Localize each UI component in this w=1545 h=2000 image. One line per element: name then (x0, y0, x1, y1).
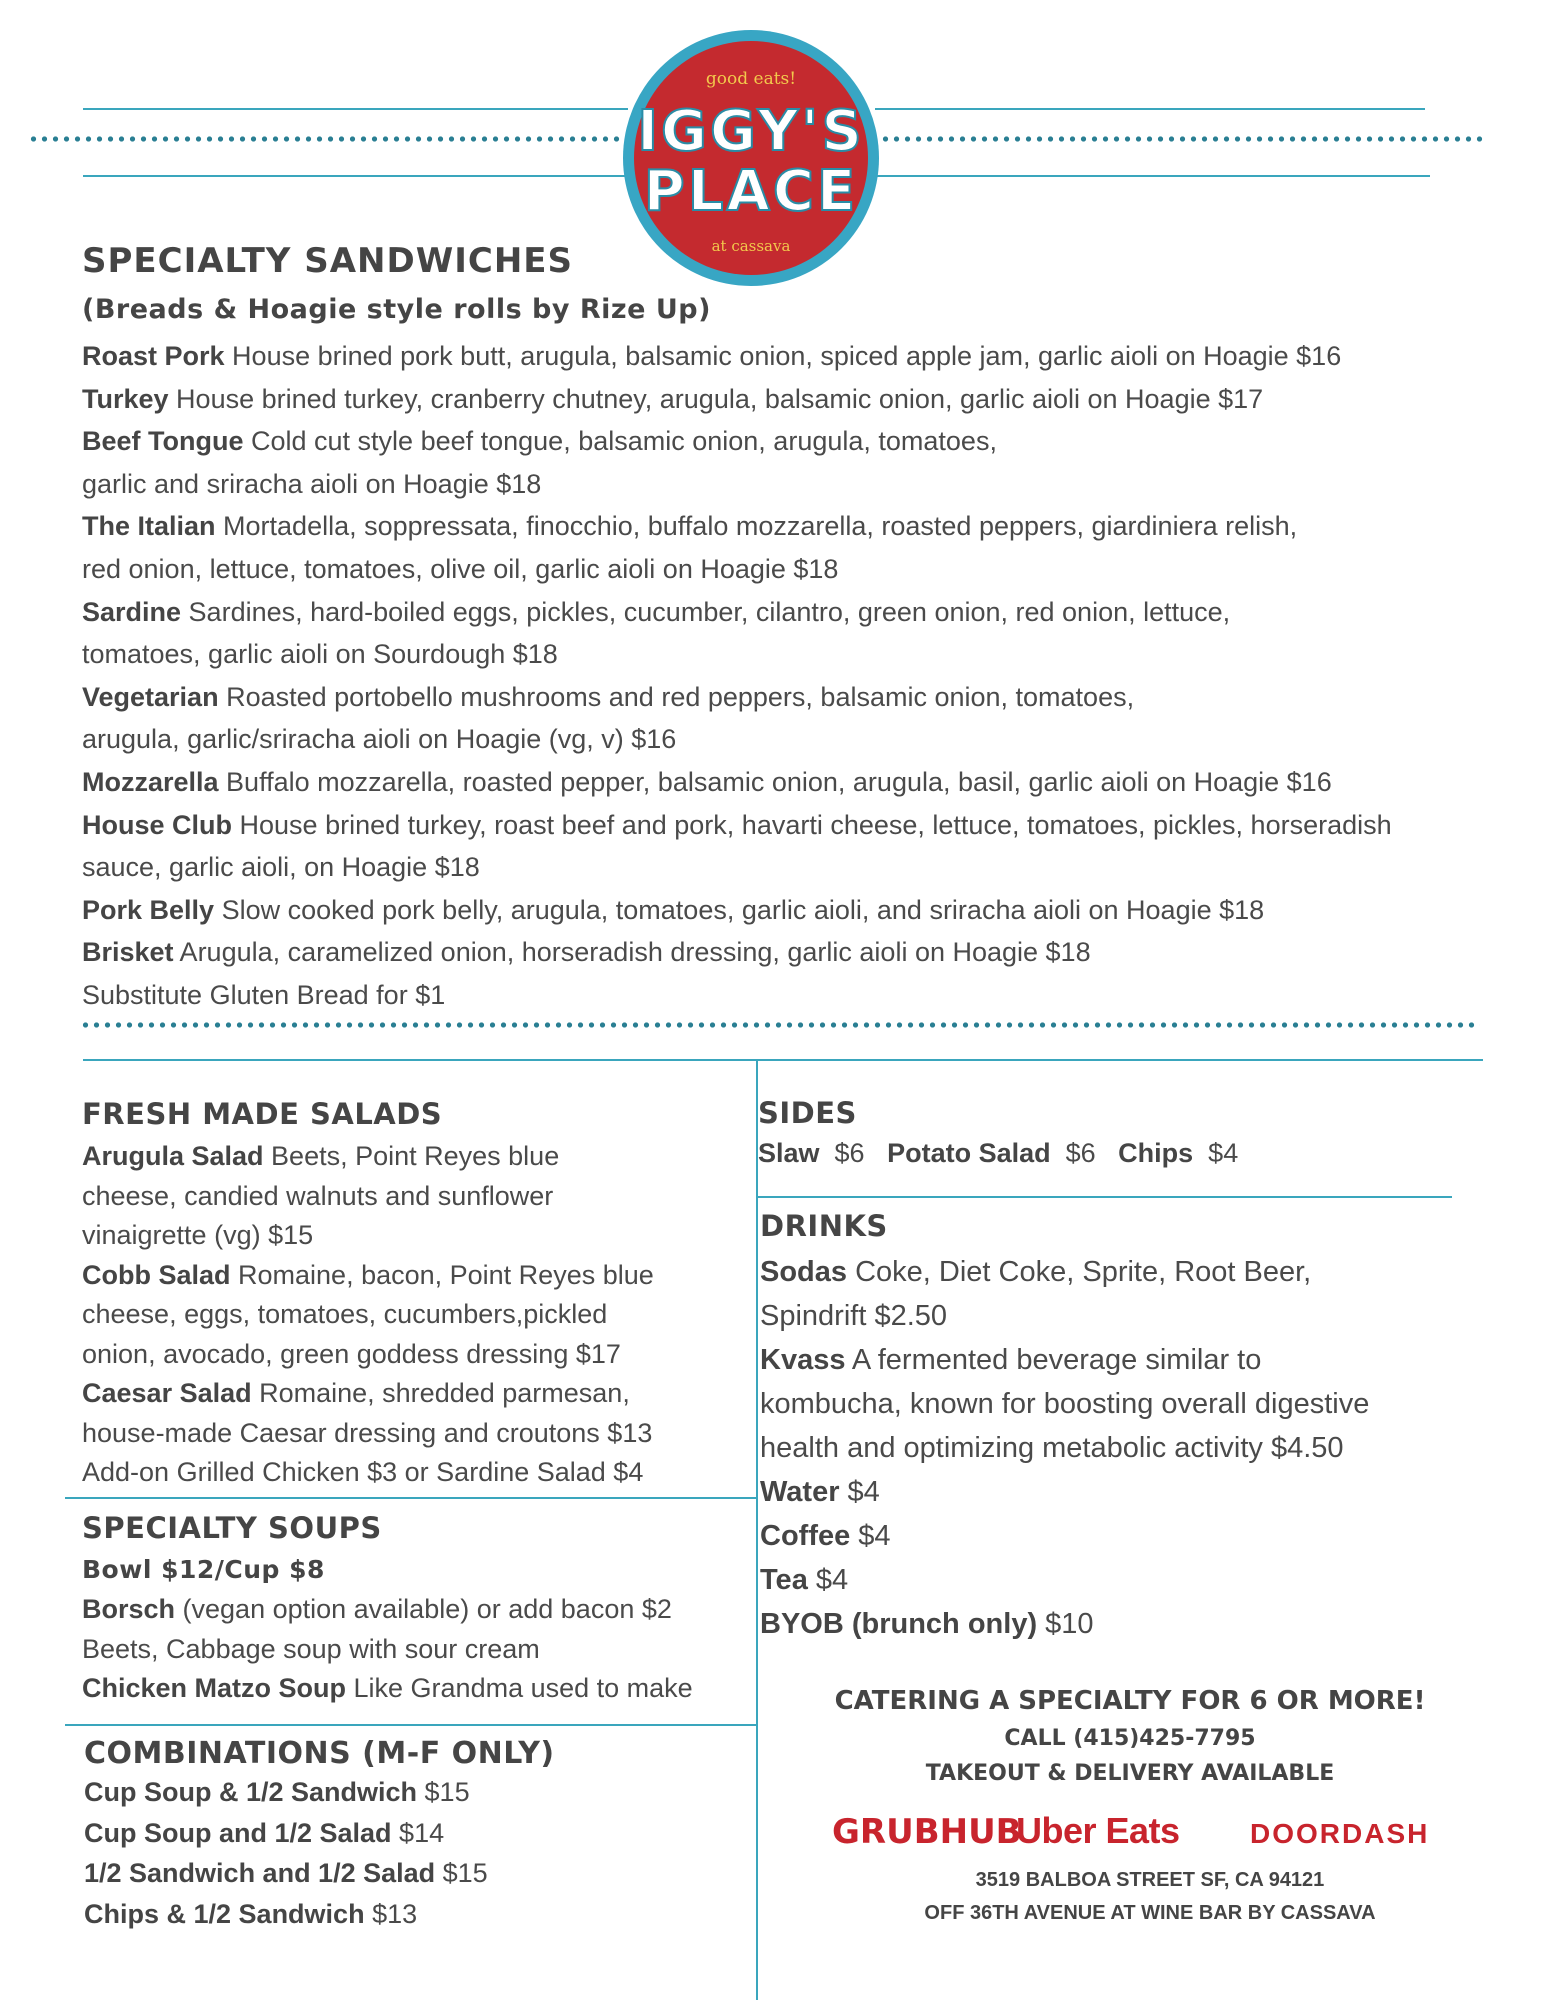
logo-inner-circle (634, 41, 868, 275)
header-rule-bottom-left (83, 175, 628, 177)
list-item: Mozzarella Buffalo mozzarella, roasted pepper, balsamic onion, arugula, basil, garlic aioli on Hoagie $16 (82, 766, 1332, 797)
list-item: sauce, garlic aioli, on Hoagie $18 (82, 852, 480, 883)
doordash-logo: DOORDASH (1250, 1818, 1430, 1849)
uber-eats-logo: Uber Eats (1016, 1810, 1180, 1851)
list-item: Brisket Arugula, caramelized onion, horseradish dressing, garlic aioli on Hoagie $18 (82, 937, 1091, 968)
list-item: Coffee $4 (760, 1520, 891, 1552)
list-item: tomatoes, garlic aioli on Sourdough $18 (82, 639, 558, 670)
sandwiches-heading: SPECIALTY SANDWICHES (82, 241, 573, 281)
grubhub-logo: GRUBHUB (832, 1812, 1022, 1852)
soups-heading: SPECIALTY SOUPS (82, 1511, 382, 1545)
list-item: Chicken Matzo Soup Like Grandma used to make (82, 1673, 693, 1703)
list-item: Beef Tongue Cold cut style beef tongue, balsamic onion, arugula, tomatoes, (82, 426, 997, 457)
list-item: Water $4 (760, 1476, 880, 1508)
list-item: garlic and sriracha aioli on Hoagie $18 (82, 468, 542, 499)
logo-subline: at cassava (711, 237, 791, 255)
list-item: Substitute Gluten Bread for $1 (82, 979, 446, 1010)
logo-tagline: good eats! (705, 69, 797, 89)
salads-soups-divider (65, 1497, 757, 1499)
logo-title-line1: IGGY'S (637, 99, 865, 164)
list-item: Add-on Grilled Chicken $3 or Sardine Salad $4 (82, 1457, 644, 1487)
salad-list (82, 1137, 654, 1493)
list-item: 1/2 Sandwich and 1/2 Salad $15 (84, 1858, 488, 1888)
list-item: Sardine Sardines, hard-boiled eggs, pickles, cucumber, cilantro, green onion, red onion, lettuce, (82, 596, 1231, 627)
soups-subheading: Bowl $12/Cup $8 (82, 1555, 325, 1584)
salads-heading: FRESH MADE SALADS (82, 1097, 443, 1131)
sandwich-list (82, 335, 1392, 1017)
list-item: onion, avocado, green goddess dressing $17 (82, 1338, 621, 1369)
list-item: Pork Belly Slow cooked pork belly, arugula, tomatoes, garlic aioli, and sriracha aioli on Hoagie $18 (82, 894, 1265, 925)
header-rule-bottom-right (875, 175, 1430, 177)
list-item: Spindrift $2.50 (760, 1300, 948, 1332)
section-dotted-divider (80, 1022, 1480, 1028)
list-item: House Club House brined turkey, roast beef and pork, havarti cheese, lettuce, tomatoes, pickles, horseradish (82, 809, 1392, 840)
list-item: Turkey House brined turkey, cranberry chutney, arugula, balsamic onion, garlic aioli on Hoagie $17 (82, 383, 1264, 414)
soup-list (82, 1590, 693, 1709)
sides-list: Slaw $6 Potato Salad $6 Chips $4 (758, 1138, 1239, 1168)
sandwiches-subheading: (Breads & Hoagie style rolls by Rize Up) (82, 294, 711, 325)
list-item: cheese, eggs, tomatoes, cucumbers,pickled (82, 1299, 608, 1329)
list-item: Kvass A fermented beverage similar to (760, 1344, 1262, 1376)
list-item: Chips & 1/2 Sandwich $13 (84, 1898, 418, 1929)
list-item: arugula, garlic/sriracha aioli on Hoagie (vg, v) $16 (82, 724, 677, 755)
list-item: Tea $4 (760, 1564, 849, 1596)
logo-title-line2: PLACE (643, 159, 859, 224)
list-item: Cup Soup & 1/2 Sandwich $15 (84, 1777, 470, 1807)
header-dotted-rule-right (880, 136, 1487, 142)
list-item: Borsch (vegan option available) or add bacon $2 (82, 1594, 672, 1624)
list-item: cheese, candied walnuts and sunflower (82, 1180, 554, 1211)
list-item: Roast Pork House brined pork butt, arugula, balsamic onion, spiced apple jam, garlic aioli on Hoagie $16 (82, 341, 1342, 371)
combinations-heading: COMBINATIONS (M-F ONLY) (84, 1736, 555, 1771)
list-item: kombucha, known for boosting overall digestive (760, 1388, 1370, 1420)
sides-drinks-divider (757, 1196, 1452, 1198)
address-line-2: OFF 36TH AVENUE AT WINE BAR BY CASSAVA (924, 1902, 1376, 1924)
catering-title: CATERING A SPECIALTY FOR 6 OR MORE! (834, 1686, 1426, 1716)
list-item: house-made Caesar dressing and croutons $13 (82, 1417, 653, 1448)
list-item: The Italian Mortadella, soppressata, finocchio, buffalo mozzarella, roasted peppers, giardiniera relish, (82, 511, 1298, 542)
address-line-1: 3519 BALBOA STREET SF, CA 94121 (975, 1869, 1325, 1891)
list-item: Caesar Salad Romaine, shredded parmesan, (82, 1378, 630, 1408)
list-item: vinaigrette (vg) $15 (82, 1220, 314, 1250)
catering-phone: CALL (415)425-7795 (1004, 1726, 1256, 1751)
catering-takeout: TAKEOUT & DELIVERY AVAILABLE (925, 1761, 1335, 1786)
list-item: Cobb Salad Romaine, bacon, Point Reyes blue (82, 1259, 654, 1290)
list-item: Arugula Salad Beets, Point Reyes blue (82, 1141, 560, 1171)
list-item: BYOB (brunch only) $10 (760, 1608, 1094, 1640)
iggys-place-logo (623, 30, 879, 286)
sides-heading: SIDES (758, 1096, 857, 1130)
list-item: Cup Soup and 1/2 Salad $14 (84, 1817, 445, 1848)
list-item: red onion, lettuce, tomatoes, olive oil, garlic aioli on Hoagie $18 (82, 553, 839, 584)
list-item: Sodas Coke, Diet Coke, Sprite, Root Beer, (760, 1256, 1312, 1288)
column-divider (756, 1059, 758, 2000)
section-rule (83, 1059, 1483, 1061)
combination-list (84, 1772, 488, 1934)
drink-list (760, 1250, 1369, 1646)
list-item: Beets, Cabbage soup with sour cream (82, 1633, 540, 1664)
header-dotted-rule-left (28, 136, 625, 142)
soups-combos-divider (65, 1724, 757, 1726)
list-item: health and optimizing metabolic activity $4.50 (760, 1432, 1344, 1464)
list-item: Vegetarian Roasted portobello mushrooms and red peppers, balsamic onion, tomatoes, (82, 681, 1135, 712)
header-rule-top-left (83, 108, 628, 110)
drinks-heading: DRINKS (760, 1209, 888, 1243)
header-rule-top-right (875, 108, 1425, 110)
